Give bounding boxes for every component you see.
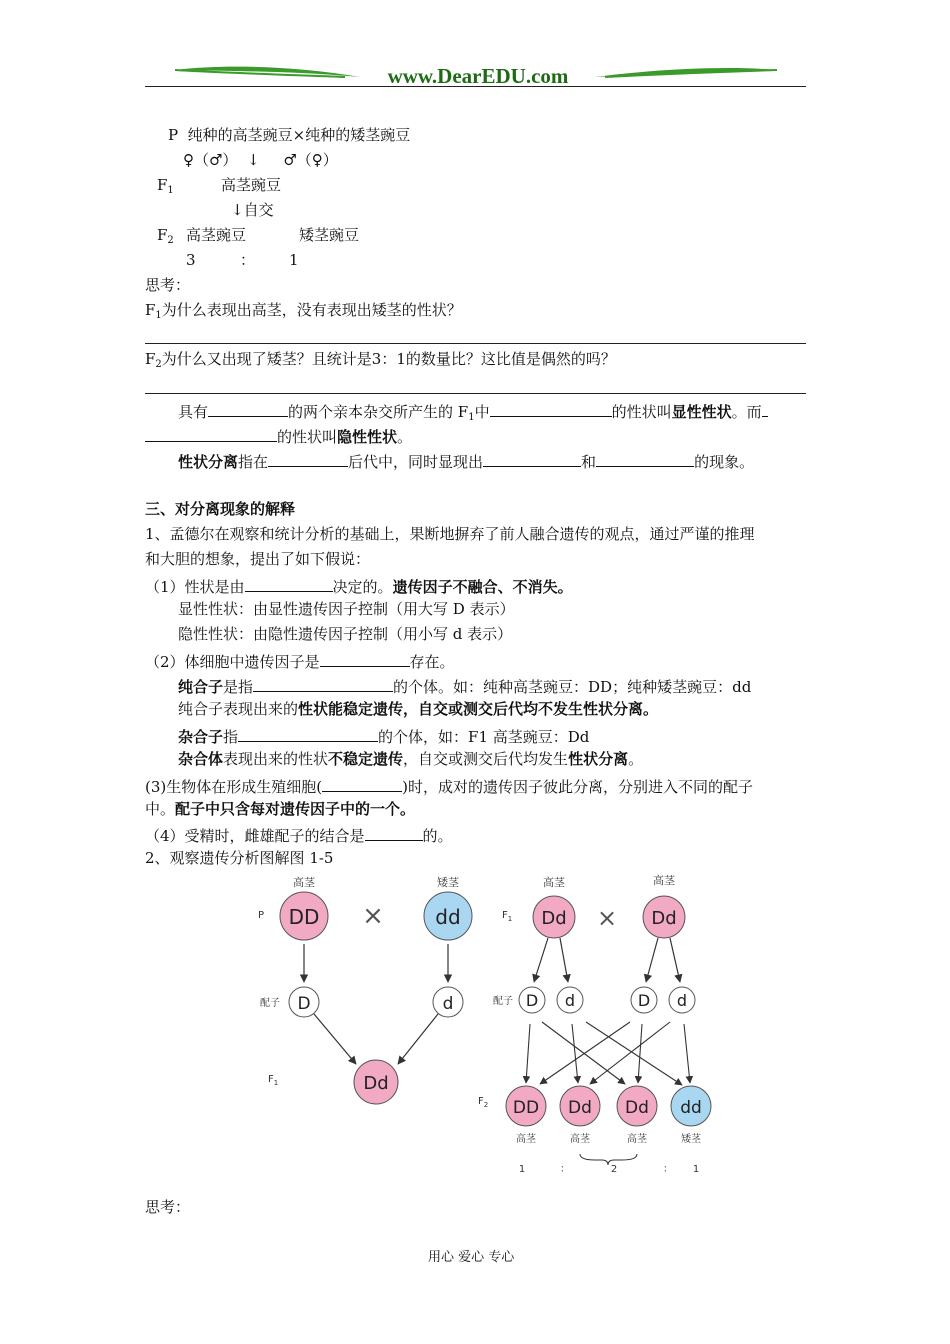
f2-label-2: 高茎: [570, 1134, 590, 1145]
ratio-colon-1: ：: [560, 1164, 570, 1175]
right-gamete-label: 配子: [493, 996, 513, 1007]
ratio-2: 2: [610, 1164, 618, 1175]
blank-heterozygote[interactable]: [238, 727, 378, 742]
selfing-label: ↓自交: [231, 201, 274, 219]
right-f1-label: $F_1$: [502, 910, 513, 923]
left-parent1-label: 高茎: [293, 876, 315, 889]
def-segregation-line: 性状分离指在 后代中，同时显现出 和 的现象。: [178, 453, 755, 471]
left-arrow-4: [398, 1014, 438, 1064]
right-arrow-p1-g1: [534, 938, 548, 982]
figure-intro: 2、观察遗传分析图解图 1-5: [145, 849, 334, 867]
intro-line-2: 和大胆的想象，提出了如下假说：: [145, 550, 371, 568]
ratio-1: 1: [518, 1164, 526, 1175]
hypothesis-1: （1）性状是由 决定的。遗传因子不融合、不消失。: [145, 578, 573, 596]
left-cross-symbol: ×: [362, 901, 384, 931]
right-gamete-3: D: [637, 991, 651, 1010]
right-f2-label: $F_2$: [478, 1096, 489, 1109]
right-gamete-2: d: [564, 991, 576, 1010]
header-rule: [145, 86, 806, 87]
f1-value: 高茎豌豆: [221, 176, 282, 194]
section-3-title: 三、对分离现象的解释: [145, 500, 296, 518]
right-gamete-1: D: [525, 991, 539, 1010]
f2-label-1: 高茎: [516, 1134, 536, 1145]
right-parent2-genotype: Dd: [651, 908, 677, 929]
left-parent2-label: 矮茎: [437, 876, 459, 889]
ratio-colon-2: ：: [663, 1164, 673, 1175]
genetics-diagram: [250, 868, 730, 1188]
right-arrow-p1-g2: [560, 938, 568, 982]
blank-contrast-trait[interactable]: [208, 402, 288, 417]
ratio-left: 3: [186, 251, 196, 269]
p-line: [168, 128, 410, 143]
arrow-D-to-DD: [526, 1024, 530, 1083]
question-2: $F_2$为什么又出现了矮茎？且统计是3：1的数量比？这比值是偶然的吗？: [145, 350, 616, 370]
f2-tall: 高茎豌豆: [186, 226, 247, 244]
hypothesis-3: (3)生物体在形成生殖细胞( )时，成对的遗传因子彼此分离，分别进入不同的配子: [145, 778, 753, 796]
logo-text: www.DearEDU.com: [387, 64, 569, 88]
arrow-D2-to-DD: [540, 1022, 630, 1084]
brace-2: [580, 1154, 637, 1165]
f2-offspring-1: DD: [512, 1098, 540, 1118]
think-title-1: 思考：: [145, 276, 191, 294]
left-parent2-genotype: dd: [435, 905, 461, 929]
right-arrow-p2-g4: [670, 938, 680, 982]
p-label: P: [168, 126, 179, 144]
recessive-def: 隐性性状：由隐性遗传因子控制（用小写 d 表示）: [178, 625, 513, 643]
left-offspring-genotype: Dd: [363, 1073, 389, 1094]
right-parent1-genotype: Dd: [541, 908, 567, 929]
ratio-3: 1: [692, 1164, 700, 1175]
answer-line-1[interactable]: [145, 343, 806, 344]
left-gamete-1: D: [297, 994, 311, 1014]
p-cross-text: 纯种的高茎豌豆×纯种的矮茎豌豆: [187, 126, 411, 144]
hypothesis-2: （2）体细胞中遗传因子是 存在。: [145, 653, 455, 671]
left-parent1-genotype: DD: [288, 905, 320, 929]
left-gamete-label: 配子: [260, 998, 280, 1009]
arrow-d2-to-dd: [684, 1024, 690, 1083]
question-1: $F_1$为什么表现出高茎，没有表现出矮茎的性状？: [145, 301, 462, 321]
homozygote-stable: 纯合子表现出来的性状能稳定遗传，自交或测交后代均不发生性状分离。: [178, 700, 659, 718]
blank-trait-2[interactable]: [596, 452, 694, 467]
intro-line-1: 1、孟德尔在观察和统计分析的基础上，果断地摒弃了前人融合遗传的观点，通过严谨的推理: [145, 525, 755, 543]
left-arrow-3: [314, 1014, 356, 1064]
right-cross-symbol: ×: [596, 904, 618, 932]
hypothesis-4: （4）受精时，雌雄配子的结合是 的。: [145, 827, 453, 845]
def-recessive-line: 的性状叫隐性性状。: [145, 427, 412, 445]
dominant-def: 显性性状：由显性遗传因子控制（用大写 D 表示）: [178, 600, 515, 618]
right-gamete-4: d: [676, 991, 688, 1010]
hypothesis-3-cont: 中。配子中只含每对遗传因子中的一个。: [145, 800, 416, 818]
blank-factor[interactable]: [245, 577, 333, 592]
think-title-2: 思考：: [145, 1198, 191, 1216]
f2-label: $F_2$: [157, 226, 174, 246]
blank-homozygote[interactable]: [253, 677, 393, 692]
def-dominant-line: 具有 的两个亲本杂交所产生的 $F_1$中 的性状叫显性性状。而: [178, 402, 768, 420]
blank-f1-hidden[interactable]: [145, 427, 277, 442]
heterozygote-def: 杂合子指 的个体，如：F1 高茎豌豆：Dd: [178, 728, 590, 746]
arrow-D2-to-Dd2: [638, 1024, 642, 1083]
header-logo: [145, 60, 806, 88]
arrow-d-to-Dd1: [572, 1024, 578, 1083]
left-gamete-2: d: [442, 994, 454, 1014]
homozygote-def: 纯合子是指 的个体。如：纯种高茎豌豆：DD；纯种矮茎豌豆：dd: [178, 678, 752, 696]
f2-dwarf: 矮茎豌豆: [299, 226, 360, 244]
f2-offspring-4: dd: [680, 1098, 702, 1118]
blank-pair[interactable]: [320, 652, 410, 667]
f2-offspring-2: Dd: [568, 1098, 592, 1118]
right-parent2-label: 高茎: [653, 874, 675, 887]
ratio-right: 1: [289, 251, 299, 269]
answer-line-2[interactable]: [145, 393, 806, 394]
blank-f1-hidden-start[interactable]: [762, 402, 768, 417]
ratio-colon: ：: [240, 251, 256, 269]
right-arrow-p2-g3: [646, 938, 658, 982]
f2-offspring-3: Dd: [625, 1098, 649, 1118]
heterozygote-unstable: 杂合体表现出来的性状不稳定遗传，自交或测交后代均发生性状分离。: [178, 750, 644, 768]
blank-trait-1[interactable]: [483, 452, 581, 467]
right-parent1-label: 高茎: [543, 876, 565, 889]
blank-f1-shown[interactable]: [490, 402, 612, 417]
blank-random[interactable]: [365, 826, 423, 841]
arrow-d2-to-Dd1: [590, 1022, 670, 1084]
page-footer: 用心 爱心 专心: [428, 1250, 515, 1265]
left-p-label: P: [258, 910, 265, 921]
f1-label: $F_1$: [157, 176, 174, 196]
f2-label-3: 高茎: [627, 1134, 647, 1145]
left-f1-label: $F_1$: [268, 1074, 279, 1087]
gender-line: ♀（♂） ↓ ♂（♀）: [183, 151, 338, 169]
blank-generation[interactable]: [268, 452, 348, 467]
f2-label-4: 矮茎: [681, 1134, 701, 1145]
blank-germ-cell[interactable]: [322, 777, 402, 792]
